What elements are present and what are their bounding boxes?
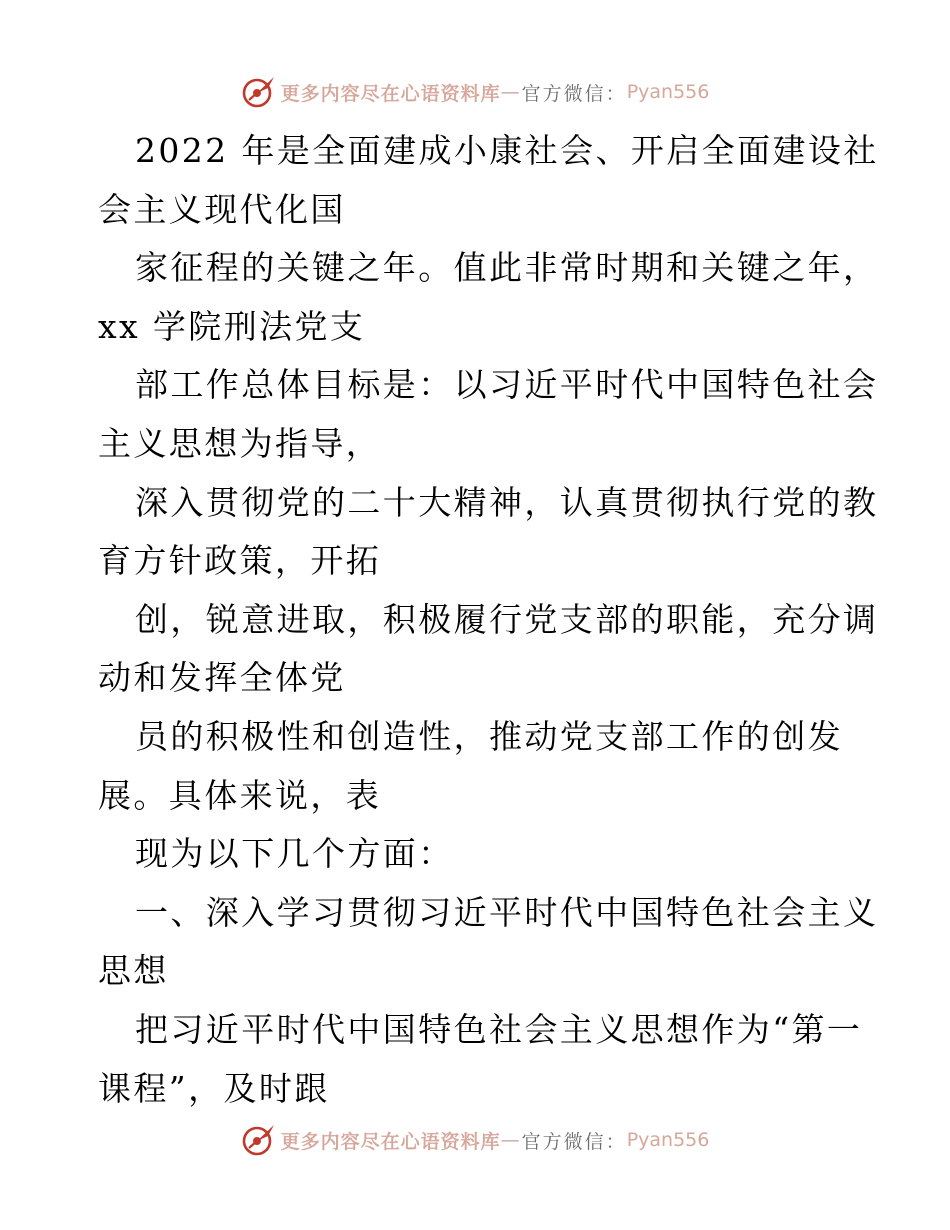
text-line-3: 家征程的关键之年。值此非常时期和关键之年， [135, 248, 879, 288]
text-line-17: 课程”，及时跟 [98, 1068, 330, 1108]
text-line-9: 创，锐意进取，积极履行党支部的职能，充分调 [135, 599, 879, 639]
text-line-1: 2022 年是全面建成小康社会、开启全面建设社 [135, 131, 879, 170]
footer-banner [0, 1120, 950, 1160]
banner-main-text: 更多内容尽在心语资料库 [280, 82, 501, 105]
text-line-4: xx 学院刑法党支 [98, 306, 366, 346]
document-body [98, 122, 878, 1118]
text-line-7: 深入贯彻党的二十大精神，认真贯彻执行党的教 [135, 482, 879, 522]
text-line-12: 展。具体来说，表 [98, 775, 382, 815]
banner-dash: — [500, 81, 520, 103]
text-line-14: 一、深入学习贯彻习近平时代中国特色社会主义 [135, 892, 879, 932]
banner-wechat-id: Pyan556 [626, 81, 710, 103]
header-banner [0, 72, 950, 112]
text-line-11: 员的积极性和创造性，推动党支部工作的创发 [135, 716, 843, 756]
text-line-13: 现为以下几个方面： [135, 834, 454, 874]
banner-dash: — [500, 1129, 520, 1151]
text-line-15: 思想 [98, 951, 169, 991]
banner-wechat-label: 官方微信： [521, 82, 627, 105]
banner-wechat-id: Pyan556 [626, 1129, 710, 1151]
text-line-16: 把习近平时代中国特色社会主义思想作为“第一 [135, 1009, 863, 1049]
text-line-5: 部工作总体目标是：以习近平时代中国特色社会 [135, 365, 879, 405]
text-line-8: 育方针政策，开拓 [98, 541, 382, 581]
text-line-10: 动和发挥全体党 [98, 658, 346, 698]
quill-pen-logo-icon [241, 1122, 277, 1158]
banner-main-text: 更多内容尽在心语资料库 [280, 1130, 501, 1153]
banner-wechat-label: 官方微信： [521, 1130, 627, 1153]
text-line-2: 会主义现代化国 [98, 189, 346, 229]
text-line-6: 主义思想为指导， [98, 423, 382, 463]
quill-pen-logo-icon [241, 74, 277, 110]
